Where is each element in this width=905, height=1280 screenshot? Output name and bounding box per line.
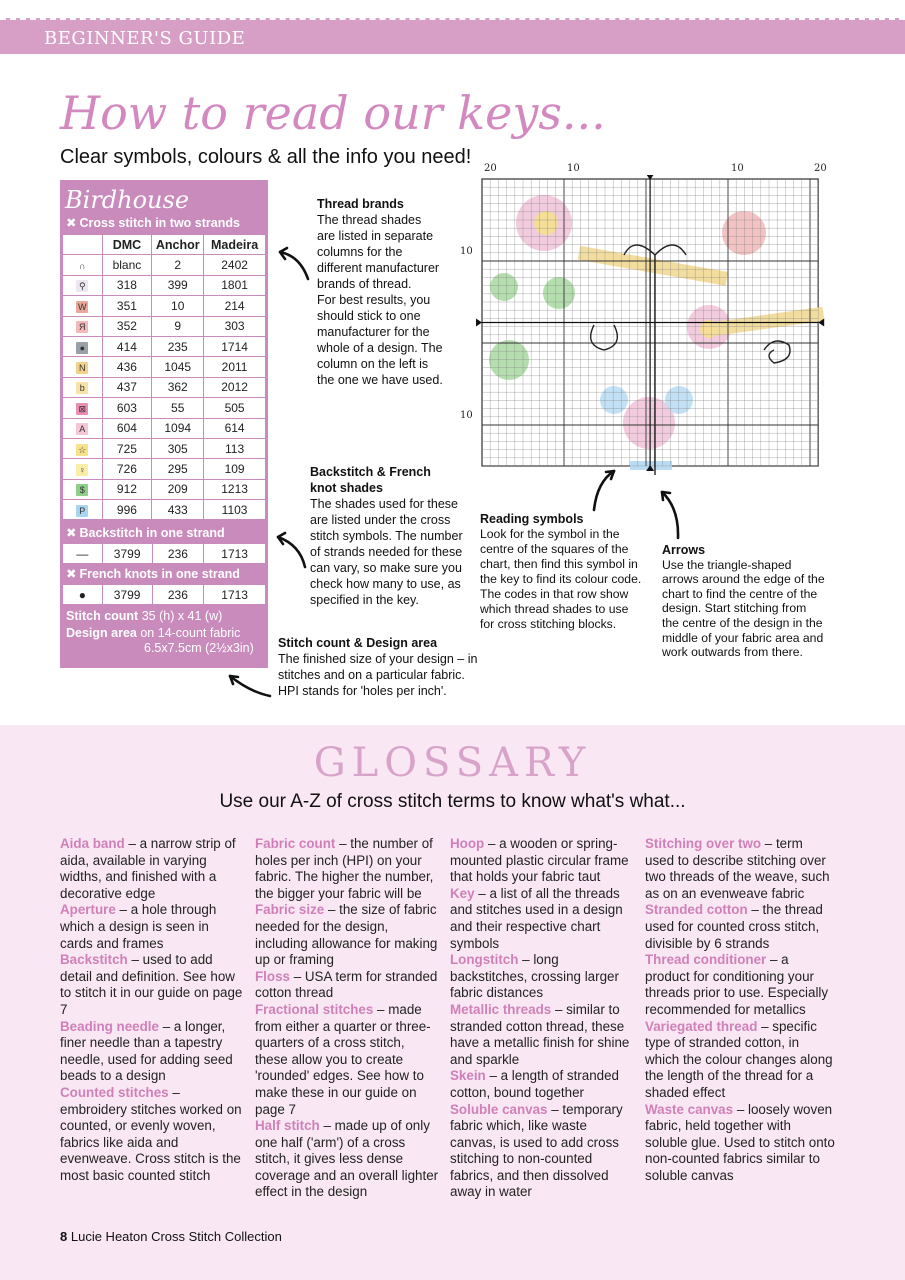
- stitch-count-value: 35 (h) x 41 (w): [141, 609, 223, 623]
- glossary-entry: [450, 886, 634, 952]
- madeira-cell: 303: [204, 316, 266, 336]
- chart-motif: [534, 211, 558, 235]
- chart-motif: [490, 273, 518, 301]
- chart-motif: [665, 386, 693, 414]
- annotation-line: column on the left is: [317, 357, 429, 371]
- glossary-definition: – a narrow strip of aida, available in varying widths, and finished with a decorative edge: [60, 836, 236, 901]
- annotation-line: of strands needed for these: [310, 545, 463, 559]
- dmc-cell: 3799: [102, 544, 152, 564]
- glossary-entry: [450, 1068, 634, 1101]
- annotation-line: Use the triangle-shaped: [662, 557, 792, 572]
- anchor-cell: 235: [152, 336, 204, 356]
- title-line: Backstitch & French: [310, 465, 431, 479]
- anchor-cell: 399: [152, 275, 204, 295]
- glossary-term: Soluble canvas: [450, 1101, 548, 1117]
- stitch-count-annotation: [278, 635, 478, 699]
- annotation-line: centre of the squares of the: [480, 542, 629, 556]
- glossary-term: Stranded cotton: [645, 902, 748, 918]
- annotation-line: For best results, you: [317, 293, 431, 307]
- glossary-term: Counted stitches: [60, 1084, 169, 1100]
- madeira-col-header: Madeira: [204, 235, 266, 255]
- annotation-line: which thread shades to use: [480, 602, 629, 616]
- publication-name: Lucie Heaton Cross Stitch Collection: [70, 1229, 282, 1244]
- arrows-annotation: [662, 543, 842, 660]
- madeira-cell: 1713: [204, 544, 266, 564]
- backstitch-header-label: Backstitch in one strand: [79, 526, 225, 540]
- annotation-line: The codes in that row show: [480, 587, 629, 601]
- annotation-line: brands of thread.: [317, 277, 412, 291]
- glossary-entry: [645, 952, 835, 1018]
- dmc-cell: 414: [102, 336, 152, 356]
- glossary-column: [645, 836, 835, 1184]
- glossary-entry: [255, 836, 439, 902]
- cross-stitch-chart: [474, 175, 830, 485]
- glossary-column: [60, 836, 244, 1184]
- glossary-definition: – USA term for stranded cotton thread: [255, 968, 438, 1001]
- glossary-term: Longstitch: [450, 952, 519, 968]
- page-subtitle: Clear symbols, colours & all the info you need!: [60, 146, 472, 168]
- thread-symbol-icon: ☆: [78, 444, 87, 455]
- glossary-entry: [60, 1085, 244, 1185]
- glossary-term: Half stitch: [255, 1118, 320, 1134]
- anchor-cell: 236: [152, 544, 204, 564]
- annotation-line: whole of a design. The: [317, 341, 443, 355]
- glossary-definition: – a wooden or spring-mounted plastic circular frame that holds your fabric taut: [450, 836, 629, 885]
- section-label: BEGINNER'S GUIDE: [44, 28, 246, 49]
- glossary-term: Variegated thread: [645, 1018, 758, 1034]
- title-line: knot shades: [310, 481, 383, 495]
- chart-motif: [722, 211, 766, 255]
- glossary-term: Stitching over two: [645, 836, 762, 851]
- glossary-term: Key: [450, 885, 475, 901]
- anchor-cell: 362: [152, 377, 204, 397]
- dmc-cell: 318: [102, 275, 152, 295]
- glossary-entry: [60, 902, 244, 952]
- arrow-arrows: [662, 492, 678, 538]
- annotation-line: columns for the: [317, 245, 403, 259]
- madeira-cell: 1801: [204, 275, 266, 295]
- annotation-line: for cross stitching blocks.: [480, 617, 617, 631]
- cross-icon: ✖: [66, 526, 77, 540]
- arrow-stitch-count: [230, 676, 270, 696]
- madeira-cell: 1714: [204, 336, 266, 356]
- annotation-line: can vary, so make sure you: [310, 561, 462, 575]
- annotation-line: are listed under the cross: [310, 513, 451, 527]
- anchor-cell: 305: [152, 438, 204, 458]
- annotation-line: the key to find its colour code.: [480, 572, 642, 586]
- anchor-col-header: Anchor: [152, 235, 204, 255]
- annotation-line: check how many to use, as: [310, 577, 461, 591]
- glossary-definition: – a length of stranded cotton, bound together: [450, 1068, 619, 1100]
- glossary-entry: [255, 1002, 439, 1118]
- center-arrow-icon: [476, 319, 482, 327]
- annotation-line: are listed in separate: [317, 229, 434, 243]
- dmc-cell: 996: [102, 500, 152, 520]
- thread-symbol-icon: Я: [76, 321, 88, 333]
- glossary-entry: [255, 1118, 439, 1201]
- thread-symbol-icon: ⚲: [76, 280, 88, 292]
- annotation-line: the one we have used.: [317, 373, 443, 387]
- page-number: 8: [60, 1229, 68, 1244]
- thread-symbol-icon: A: [76, 423, 88, 435]
- glossary-definition: – long backstitches, crossing larger fabric distances: [450, 952, 619, 1001]
- annotation-line: different manufacturer: [317, 261, 440, 275]
- anchor-cell: 10: [152, 296, 204, 316]
- thread-brands-annotation: [317, 196, 477, 388]
- glossary-term: Fractional stitches: [255, 1001, 374, 1017]
- glossary-term: Fabric size: [255, 902, 325, 918]
- annotation-line: should stick to one: [317, 309, 421, 323]
- glossary-column: [255, 836, 439, 1201]
- french-knot-header-label: French knots in one strand: [79, 567, 240, 581]
- cross-icon: ✖: [66, 567, 77, 581]
- anchor-cell: 433: [152, 500, 204, 520]
- glossary-definition: – embroidery stitches worked on counted, or evenly woven, fabrics like aida and evenweave. Cross stitch is the most basic counted stitch: [60, 1084, 242, 1183]
- glossary-term: Aida band: [60, 836, 125, 851]
- madeira-cell: 2011: [204, 357, 266, 377]
- thread-symbol-icon: ⊠: [76, 403, 88, 415]
- reading-symbols-annotation: [480, 512, 650, 632]
- glossary-term: Floss: [255, 968, 290, 984]
- glossary-entry: [255, 969, 439, 1002]
- glossary-definition: – a list of all the threads and stitches used in a design and their respective chart symbols: [450, 885, 623, 951]
- glossary-term: Fabric count: [255, 836, 336, 851]
- glossary-entry: [60, 836, 244, 902]
- anchor-cell: 236: [152, 585, 204, 605]
- glossary-subtitle: Use our A-Z of cross stitch terms to know what's what...: [219, 791, 686, 812]
- design-area-size: 6.5x7.5cm (2½x3in): [144, 641, 254, 655]
- thread-symbol-icon: ●: [76, 342, 88, 354]
- glossary-entry: [60, 952, 244, 1018]
- glossary-definition: – loosely woven fabric, held together with soluble glue. Used to stitch onto non-counted fabrics similar to soluble canvas: [645, 1101, 835, 1183]
- glossary-definition: – term used to describe stitching over two threads of the weave, such as on an evenweave fabric: [645, 836, 830, 901]
- french-knot-icon: ●: [63, 585, 103, 605]
- annotation-line: stitches and on a particular fabric.: [278, 668, 465, 682]
- dmc-cell: 352: [102, 316, 152, 336]
- glossary-definition: – similar to stranded cotton thread, these have a metallic finish for shine and sparkle: [450, 1001, 630, 1067]
- annotation-line: stitch symbols. The number: [310, 529, 463, 543]
- dmc-col-header: DMC: [102, 235, 152, 255]
- madeira-cell: 2012: [204, 377, 266, 397]
- chart-side-label: 10: [460, 410, 473, 421]
- dmc-cell: 437: [102, 377, 152, 397]
- dmc-cell: 726: [102, 459, 152, 479]
- glossary-entry: [645, 1102, 835, 1185]
- madeira-cell: 1713: [204, 585, 266, 605]
- backstitch-line-icon: —: [63, 544, 103, 564]
- stitch-count-label: Stitch count: [66, 609, 139, 623]
- dmc-cell: 725: [102, 438, 152, 458]
- thread-symbol-icon: P: [76, 505, 88, 517]
- madeira-cell: 1213: [204, 479, 266, 499]
- thread-symbol-icon: ∩: [76, 260, 88, 272]
- chart-top-label: 10: [567, 163, 580, 174]
- madeira-cell: 113: [204, 438, 266, 458]
- thread-symbol-icon: W: [78, 301, 87, 312]
- glossary-term: Thread conditioner: [645, 952, 767, 968]
- backstitch-annotation: [310, 464, 470, 608]
- annotation-title: Thread brands: [317, 197, 404, 211]
- glossary-definition: – made up of only one half ('arm') of a cross stitch, it gives less dense coverage and an overall lighter effect in the design: [255, 1118, 439, 1200]
- anchor-cell: 55: [152, 398, 204, 418]
- annotation-title: Arrows: [662, 543, 706, 557]
- glossary-entry: [450, 836, 634, 886]
- dmc-cell: 3799: [102, 585, 152, 605]
- chart-motif: [600, 386, 628, 414]
- annotation-line: The finished size of your design – in: [278, 652, 478, 666]
- annotation-line: The shades used for these: [310, 497, 459, 511]
- glossary-entry: [450, 1002, 634, 1068]
- glossary-definition: – the size of fabric needed for the design, including allowance for making up or framing: [255, 902, 438, 968]
- thread-symbol-icon: $: [76, 484, 88, 496]
- anchor-cell: 9: [152, 316, 204, 336]
- thread-symbol-icon: ♀: [76, 464, 88, 476]
- glossary-entry: [645, 1019, 835, 1102]
- madeira-cell: 2402: [204, 255, 266, 275]
- key-title: Birdhouse: [65, 186, 190, 214]
- anchor-cell: 2: [152, 255, 204, 275]
- glossary-definition: – specific type of stranded cotton, in which the colour changes along the length of the thread for a shaded effect: [645, 1018, 833, 1100]
- chart-motif: [543, 277, 575, 309]
- dmc-cell: 604: [102, 418, 152, 438]
- dmc-cell: 436: [102, 357, 152, 377]
- thread-symbol-icon: N: [76, 362, 88, 374]
- design-area-value: on 14-count fabric: [140, 626, 241, 640]
- annotation-line: work outwards from there.: [662, 645, 803, 660]
- annotation-line: chart, then find this symbol in: [480, 557, 638, 571]
- dmc-cell: blanc: [102, 255, 152, 275]
- page-footer: [60, 1229, 282, 1244]
- anchor-cell: 295: [152, 459, 204, 479]
- glossary-title: GLOSSARY: [313, 740, 592, 786]
- glossary-definition: – the thread used for counted cross stitch, divisible by 6 strands: [645, 902, 823, 951]
- glossary-definition: – temporary fabric which, like waste canvas, is used to add cross stitching to non-counted fabrics, and then dissolved away in water: [450, 1101, 623, 1200]
- annotation-line: chart to find the centre of the: [662, 586, 818, 601]
- cross-stitch-header-label: Cross stitch in two strands: [79, 216, 240, 230]
- glossary-definition: – a product for conditioning your threads prior to use. Especially recommended for metallics: [645, 952, 829, 1017]
- anchor-cell: 209: [152, 479, 204, 499]
- glossary-definition: – made from either a quarter or three-quarters of a cross stitch, these allow you to create 'rounded' edges. See how to make these in our guide on page 7: [255, 1001, 431, 1117]
- annotation-line: middle of your fabric area and: [662, 630, 824, 645]
- anchor-cell: 1045: [152, 357, 204, 377]
- glossary-term: Metallic threads: [450, 1001, 552, 1017]
- annotation-line: The thread shades: [317, 213, 422, 227]
- glossary-term: Backstitch: [60, 952, 128, 968]
- annotation-title: Reading symbols: [480, 512, 584, 526]
- glossary-term: Beading needle: [60, 1018, 159, 1034]
- glossary-definition: – the number of holes per inch (HPI) on your fabric. The higher the number, the bigger your fabric will be: [255, 836, 434, 901]
- glossary-term: Skein: [450, 1068, 486, 1084]
- chart-top-label: 20: [484, 163, 497, 174]
- glossary-entry: [60, 1019, 244, 1085]
- annotation-line: design. Start stitching from: [662, 601, 807, 616]
- thread-symbol-icon: b: [76, 382, 88, 394]
- glossary-entry: [450, 1102, 634, 1202]
- madeira-cell: 214: [204, 296, 266, 316]
- glossary-entry: [645, 836, 835, 902]
- design-area-label: Design area: [66, 626, 137, 640]
- page-title: How to read our keys...: [60, 86, 606, 140]
- annotation-line: HPI stands for 'holes per inch'.: [278, 684, 447, 698]
- glossary-entry: [450, 952, 634, 1002]
- cross-icon: ✖: [66, 216, 77, 230]
- madeira-cell: 614: [204, 418, 266, 438]
- annotation-line: manufacturer for the: [317, 325, 430, 339]
- annotation-line: Look for the symbol in the: [480, 527, 620, 541]
- chart-axis-label-top-20: [488, 175, 501, 176]
- dmc-cell: 603: [102, 398, 152, 418]
- glossary-term: Waste canvas: [645, 1101, 734, 1117]
- glossary-column: [450, 836, 634, 1201]
- dmc-cell: 351: [102, 296, 152, 316]
- annotation-line: specified in the key.: [310, 593, 419, 607]
- annotation-line: arrows around the edge of the: [662, 572, 825, 587]
- chart-top-label: 20: [814, 163, 827, 174]
- glossary-definition: – used to add detail and definition. See how to stitch it in our guide on page 7: [60, 952, 243, 1017]
- madeira-cell: 1103: [204, 500, 266, 520]
- annotation-line: the centre of the design in the: [662, 615, 823, 630]
- dmc-cell: 912: [102, 479, 152, 499]
- glossary-definition: – a hole through which a design is seen in cards and frames: [60, 902, 217, 951]
- glossary-entry: [645, 902, 835, 952]
- annotation-title: Stitch count & Design area: [278, 636, 438, 650]
- madeira-cell: 505: [204, 398, 266, 418]
- glossary-term: Aperture: [60, 902, 116, 918]
- glossary-term: Hoop: [450, 836, 485, 851]
- glossary-definition: – a longer, finer needle than a tapestry needle, used for adding seed beads to a design: [60, 1018, 233, 1084]
- anchor-cell: 1094: [152, 418, 204, 438]
- chart-top-label: 10: [731, 163, 744, 174]
- annotation-title: [310, 464, 470, 496]
- glossary-entry: [255, 902, 439, 968]
- chart-side-label: 10: [460, 246, 473, 257]
- madeira-cell: 109: [204, 459, 266, 479]
